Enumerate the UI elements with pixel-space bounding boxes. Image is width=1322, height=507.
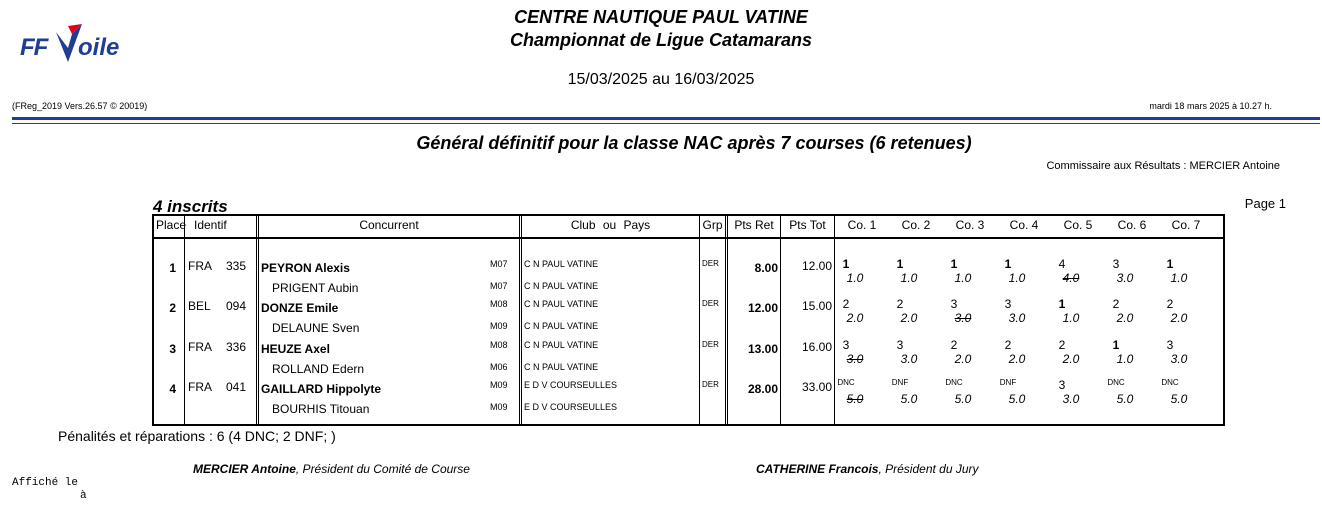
nationality: FRA [188,340,212,354]
race-rank: DNC [945,378,963,387]
race-rank: 3 [896,338,904,352]
posted-at-label: à [80,490,87,502]
col-header-co1: Co. 1 [847,218,877,232]
race-rank: 3 [1058,378,1066,392]
race-points: 2.0 [954,352,972,366]
col-divider [519,216,520,424]
commissaire-line: Commissaire aux Résultats : MERCIER Antoine [1046,160,1280,172]
race-points: 5.0 [1008,392,1026,406]
skipper-club: E D V COURSEULLES [524,380,618,390]
group: DER [702,259,719,268]
points-retained: 12.00 [747,301,778,315]
race-points: 4.0 [1062,271,1080,285]
sail-number: 094 [226,299,247,313]
race-rank: 1 [842,257,850,271]
col-divider [725,216,726,424]
col-header-pts-ret: Pts Ret [734,218,774,232]
skipper-name: GAILLARD Hippolyte [261,382,381,396]
race-points: 5.0 [846,392,864,406]
col-header-co6: Co. 6 [1117,218,1147,232]
race-points: 2.0 [846,311,864,325]
race-points: 1.0 [1062,311,1080,325]
race-rank: DNC [837,378,855,387]
col-header-identif: Identif [194,218,227,232]
software-version: (FReg_2019 Vers.26.57 © 20019) [12,101,148,111]
skipper-name: PEYRON Alexis [261,261,350,275]
race-points: 1.0 [1008,271,1026,285]
event-dates: 15/03/2025 au 16/03/2025 [567,71,755,88]
place: 4 [169,382,176,396]
crew-category: M06 [490,362,508,372]
results-title: Général définitif pour la classe NAC après 7 courses (6 retenues) [416,133,972,153]
sail-number: 335 [226,259,247,273]
race-points: 1.0 [900,271,918,285]
crew-club: C N PAUL VATINE [524,281,599,291]
col-header-pts-tot: Pts Tot [789,218,826,232]
race-points: 2.0 [1170,311,1188,325]
race-points: 2.0 [1116,311,1134,325]
sig1-name: MERCIER Antoine [193,462,296,476]
race-points: 2.0 [1008,352,1026,366]
race-rank: 3 [1112,257,1120,271]
crew-category: M09 [490,402,508,412]
points-total: 16.00 [801,340,832,354]
points-retained: 13.00 [747,342,778,356]
race-points: 5.0 [900,392,918,406]
race-points: 2.0 [1062,352,1080,366]
place: 2 [169,301,176,315]
race-points: 3.0 [900,352,918,366]
race-rank: DNC [1107,378,1125,387]
col-header-grp: Grp [702,218,723,232]
entrants-count: 4 inscrits [153,197,228,216]
race-rank: 1 [1166,257,1174,271]
col-header-co7: Co. 7 [1171,218,1201,232]
skipper-category: M09 [490,380,508,390]
race-rank: 2 [896,297,904,311]
crew-name: PRIGENT Aubin [272,281,359,295]
race-points: 1.0 [1170,271,1188,285]
place: 1 [169,261,176,275]
col-header-concurrent: Concurrent [359,218,419,232]
race-points: 3.0 [1116,271,1134,285]
nationality: FRA [188,259,212,273]
skipper-club: C N PAUL VATINE [524,340,599,350]
sig2-name: CATHERINE Francois [756,462,879,476]
points-retained: 28.00 [747,382,778,396]
col-divider [699,216,700,424]
race-points: 1.0 [954,271,972,285]
race-points: 3.0 [1008,311,1026,325]
group: DER [702,299,719,308]
header-divider-thin [12,123,1320,124]
posted-on-label: Affiché le [12,477,79,489]
crew-name: ROLLAND Edern [272,362,365,376]
race-rank: 2 [950,338,958,352]
header-divider-thick [12,117,1320,120]
col-divider [834,216,835,424]
logo-text-oile: oile [78,34,120,61]
race-rank: 2 [1058,338,1066,352]
place: 3 [169,342,176,356]
col-divider [258,216,259,424]
logo-text-ff: FF [20,34,48,61]
race-points: 3.0 [846,352,864,366]
race-rank: 3 [950,297,958,311]
race-rank: DNF [999,378,1017,387]
points-total: 15.00 [801,299,832,313]
results-table [152,214,1225,426]
race-rank: 1 [1058,297,1066,311]
skipper-name: DONZE Emile [261,301,339,315]
skipper-category: M07 [490,259,508,269]
race-rank: 2 [1112,297,1120,311]
col-divider [184,216,185,424]
race-points: 2.0 [900,311,918,325]
race-rank: DNF [891,378,909,387]
col-header-co3: Co. 3 [955,218,985,232]
race-rank: 3 [1166,338,1174,352]
col-header-place: Place [156,218,187,232]
page-number: Page 1 [1244,196,1286,211]
race-rank: DNC [1161,378,1179,387]
race-points: 5.0 [1170,392,1188,406]
skipper-club: C N PAUL VATINE [524,299,599,309]
skipper-name: HEUZE Axel [261,342,330,356]
race-points: 3.0 [1170,352,1188,366]
page-subtitle: Championnat de Ligue Catamarans [509,30,813,50]
crew-category: M07 [490,281,508,291]
skipper-category: M08 [490,299,508,309]
sail-number: 041 [226,380,247,394]
race-rank: 2 [1166,297,1174,311]
sig2-role: , Président du Jury [878,462,979,476]
race-points: 1.0 [846,271,864,285]
race-rank: 3 [842,338,850,352]
points-total: 33.00 [801,380,832,394]
col-divider [256,216,257,424]
race-rank: 4 [1058,257,1066,271]
col-header-co4: Co. 4 [1009,218,1039,232]
group: DER [702,340,719,349]
skipper-category: M08 [490,340,508,350]
race-rank: 1 [1004,257,1012,271]
race-rank: 3 [1004,297,1012,311]
col-header-co5: Co. 5 [1063,218,1093,232]
crew-name: DELAUNE Sven [272,321,360,335]
signature-jury [756,462,979,476]
skipper-club: C N PAUL VATINE [524,259,599,269]
crew-category: M09 [490,321,508,331]
group: DER [702,380,719,389]
crew-club: C N PAUL VATINE [524,321,599,331]
points-total: 12.00 [801,259,832,273]
race-rank: 2 [842,297,850,311]
nationality: BEL [188,299,211,313]
col-divider [521,216,522,424]
signature-race-committee [193,462,470,476]
race-rank: 1 [950,257,958,271]
penalties-summary: Pénalités et réparations : 6 (4 DNC; 2 DNF; ) [58,428,336,444]
sig1-role: , Président du Comité de Course [295,462,470,476]
sail-number: 336 [226,340,247,354]
page-title: CENTRE NAUTIQUE PAUL VATINE [514,7,808,27]
race-points: 1.0 [1116,352,1134,366]
crew-club: E D V COURSEULLES [524,402,618,412]
crew-name: BOURHIS Titouan [272,402,370,416]
header-separator [154,237,1223,239]
race-points: 3.0 [1062,392,1080,406]
points-retained: 8.00 [754,261,778,275]
print-timestamp: mardi 18 mars 2025 à 10.27 h. [1149,101,1272,111]
race-points: 5.0 [1116,392,1134,406]
col-header-club: Club ou Pays [570,218,651,232]
race-rank: 1 [1112,338,1120,352]
crew-club: C N PAUL VATINE [524,362,599,372]
race-rank: 1 [896,257,904,271]
race-points: 3.0 [954,311,972,325]
col-header-co2: Co. 2 [901,218,931,232]
nationality: FRA [188,380,212,394]
race-rank: 2 [1004,338,1012,352]
race-points: 5.0 [954,392,972,406]
